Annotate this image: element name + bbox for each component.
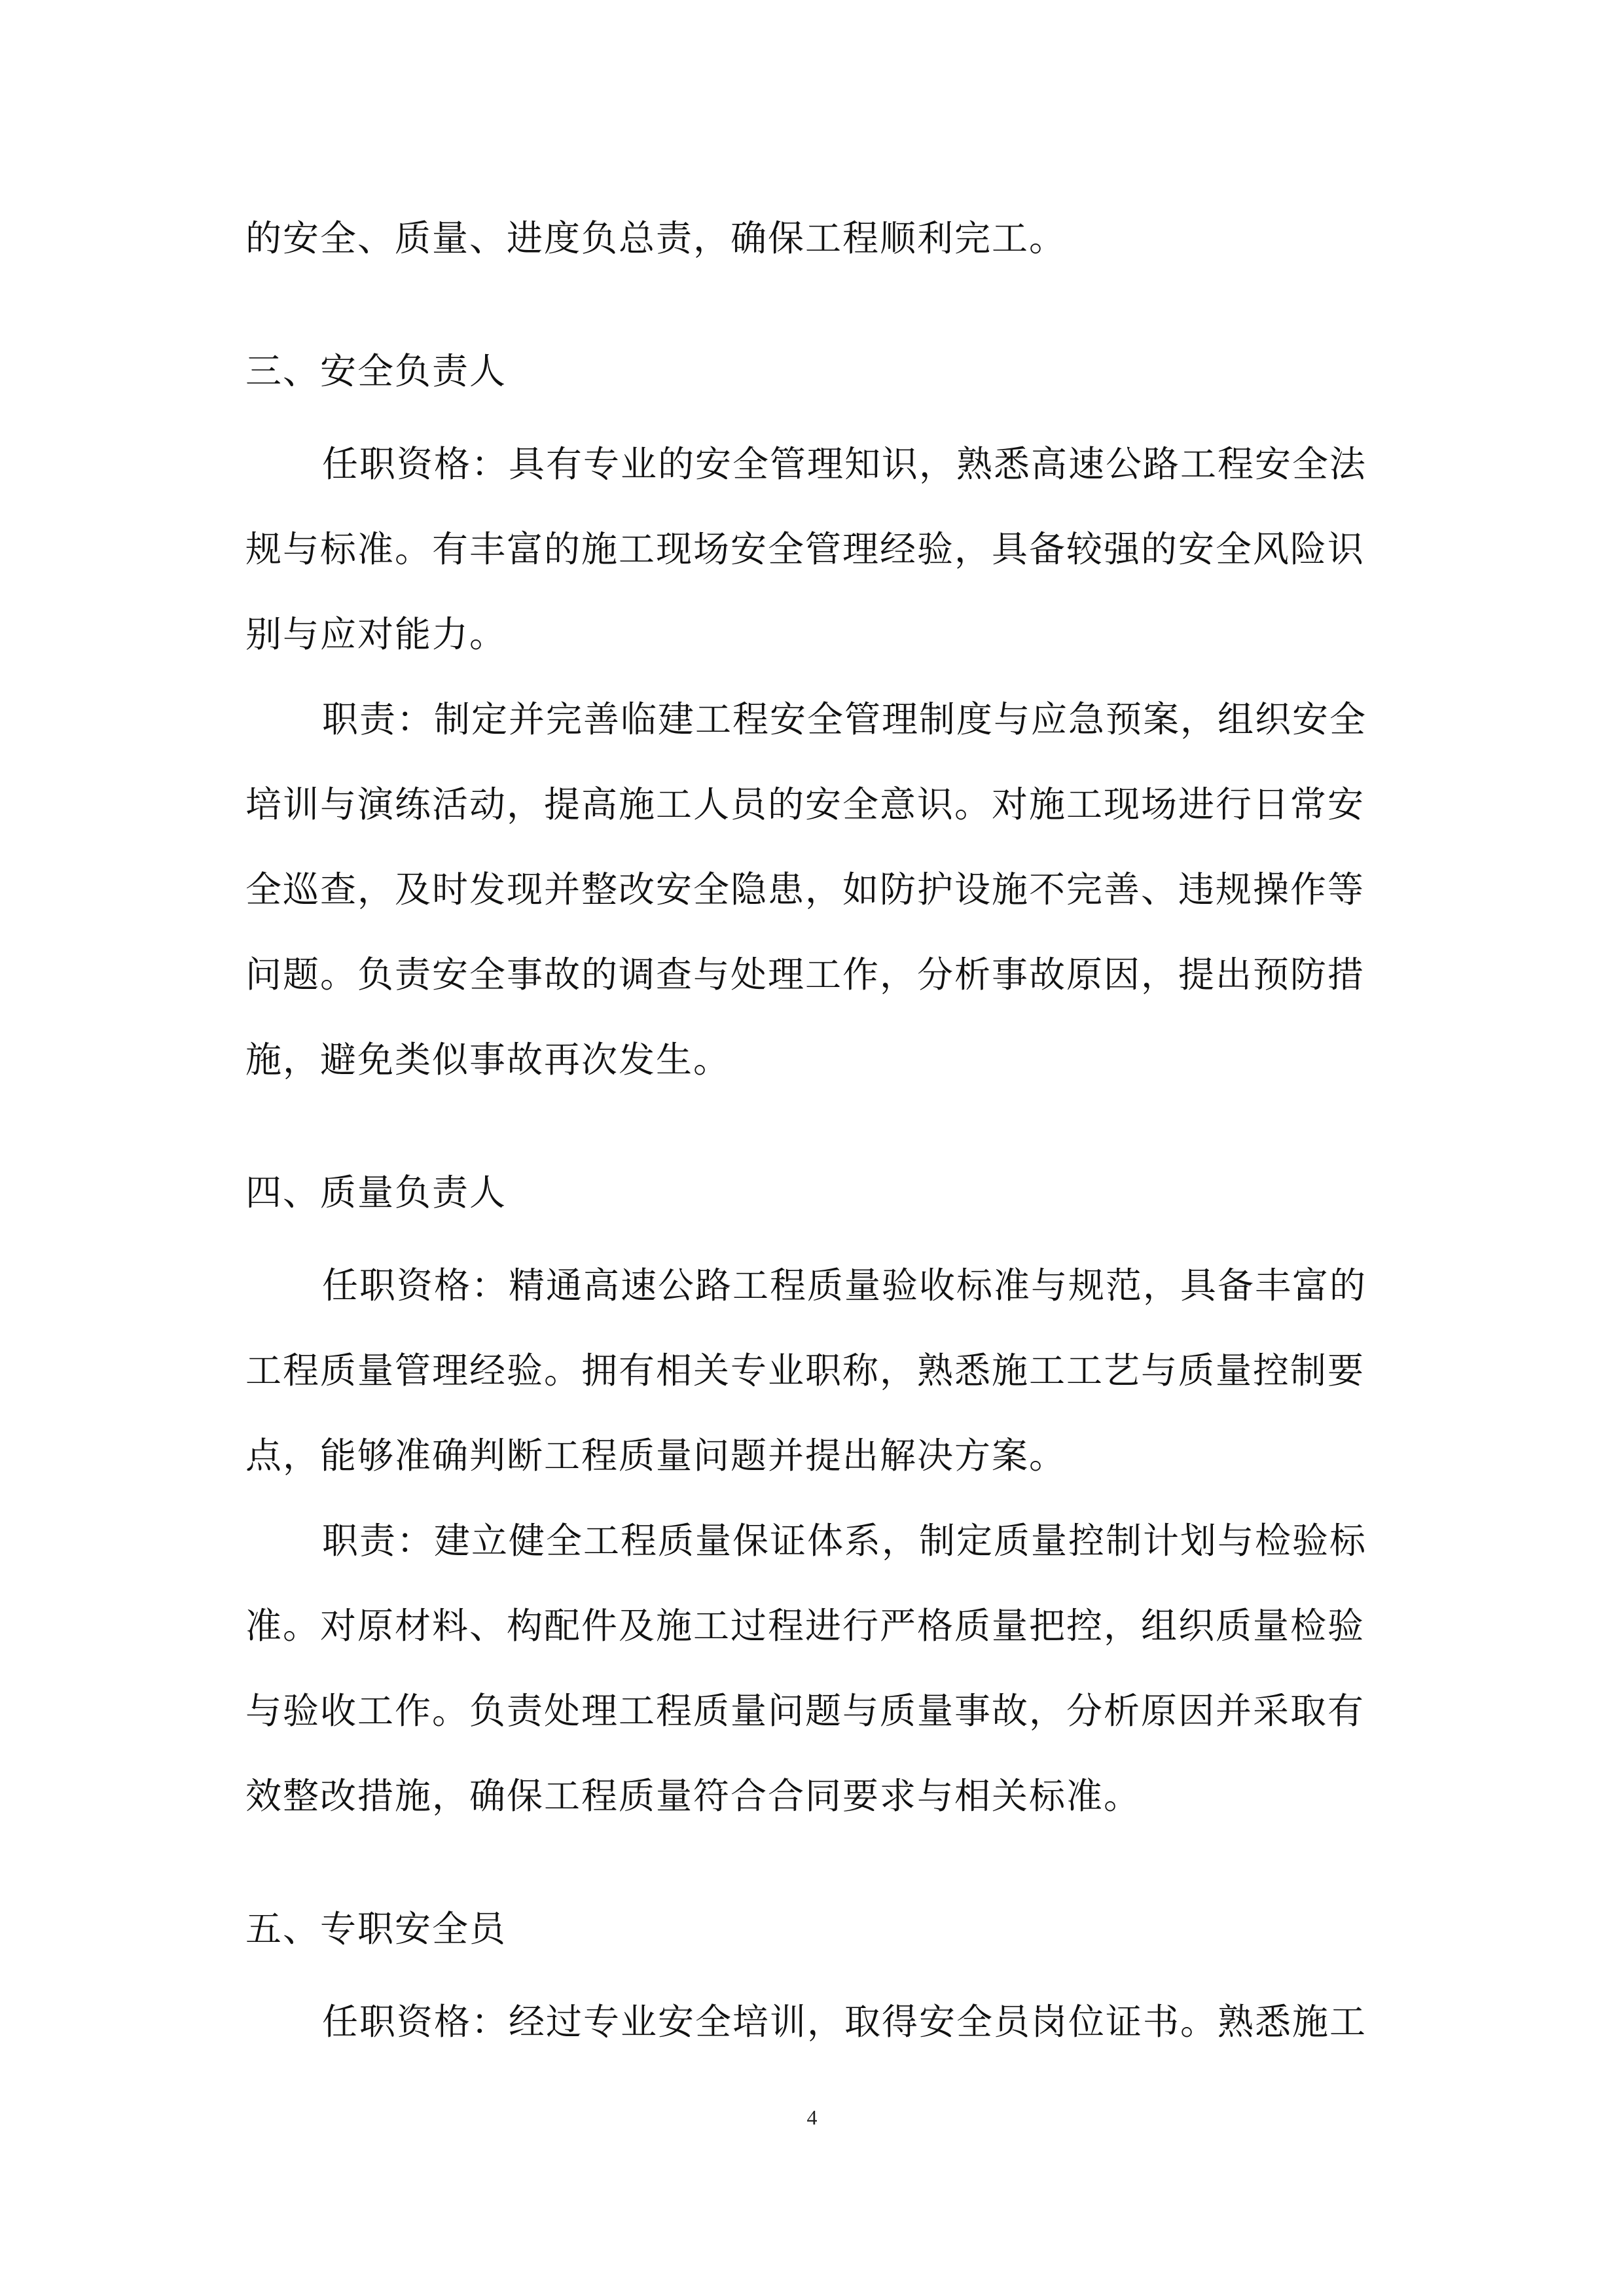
paragraph-line: 准。对原材料、构配件及施工过程进行严格质量把控，组织质量检验 — [245, 1605, 1365, 1647]
paragraph-line: 别与应对能力。 — [245, 613, 507, 655]
paragraph-line: 全巡查，及时发现并整改安全隐患，如防护设施不完善、违规操作等 — [245, 869, 1365, 910]
paragraph-line: 职责：制定并完善临建工程安全管理制度与应急预案，组织安全 — [322, 698, 1367, 740]
paragraph-line: 规与标准。有丰富的施工现场安全管理经验，具备较强的安全风险识 — [245, 528, 1365, 570]
paragraph-line: 工程质量管理经验。拥有相关专业职称，熟悉施工工艺与质量控制要 — [245, 1350, 1365, 1391]
section-heading-safety-lead: 三、安全负责人 — [245, 350, 507, 392]
paragraph-line: 与验收工作。负责处理工程质量问题与质量事故，分析原因并采取有 — [245, 1690, 1365, 1732]
paragraph-line: 任职资格：具有专业的安全管理知识，熟悉高速公路工程安全法 — [322, 443, 1367, 485]
paragraph-line: 施，避免类似事故再次发生。 — [245, 1039, 731, 1081]
paragraph-line: 任职资格：经过专业安全培训，取得安全员岗位证书。熟悉施工 — [322, 2001, 1367, 2043]
page-number: 4 — [806, 2106, 818, 2129]
paragraph-line: 问题。负责安全事故的调查与处理工作，分析事故原因，提出预防措 — [245, 954, 1365, 996]
paragraph-line: 的安全、质量、进度负总责，确保工程顺利完工。 — [245, 217, 1067, 259]
paragraph-line: 效整改措施，确保工程质量符合合同要求与相关标准。 — [245, 1775, 1142, 1817]
paragraph-line: 任职资格：精通高速公路工程质量验收标准与规范，具备丰富的 — [322, 1265, 1367, 1306]
section-heading-quality-lead: 四、质量负责人 — [245, 1172, 507, 1213]
paragraph-line: 点，能够准确判断工程质量问题并提出解决方案。 — [245, 1435, 1067, 1477]
section-heading-safety-officer: 五、专职安全员 — [245, 1908, 507, 1950]
paragraph-line: 职责：建立健全工程质量保证体系，制定质量控制计划与检验标 — [322, 1520, 1367, 1562]
paragraph-line: 培训与演练活动，提高施工人员的安全意识。对施工现场进行日常安 — [245, 783, 1365, 825]
